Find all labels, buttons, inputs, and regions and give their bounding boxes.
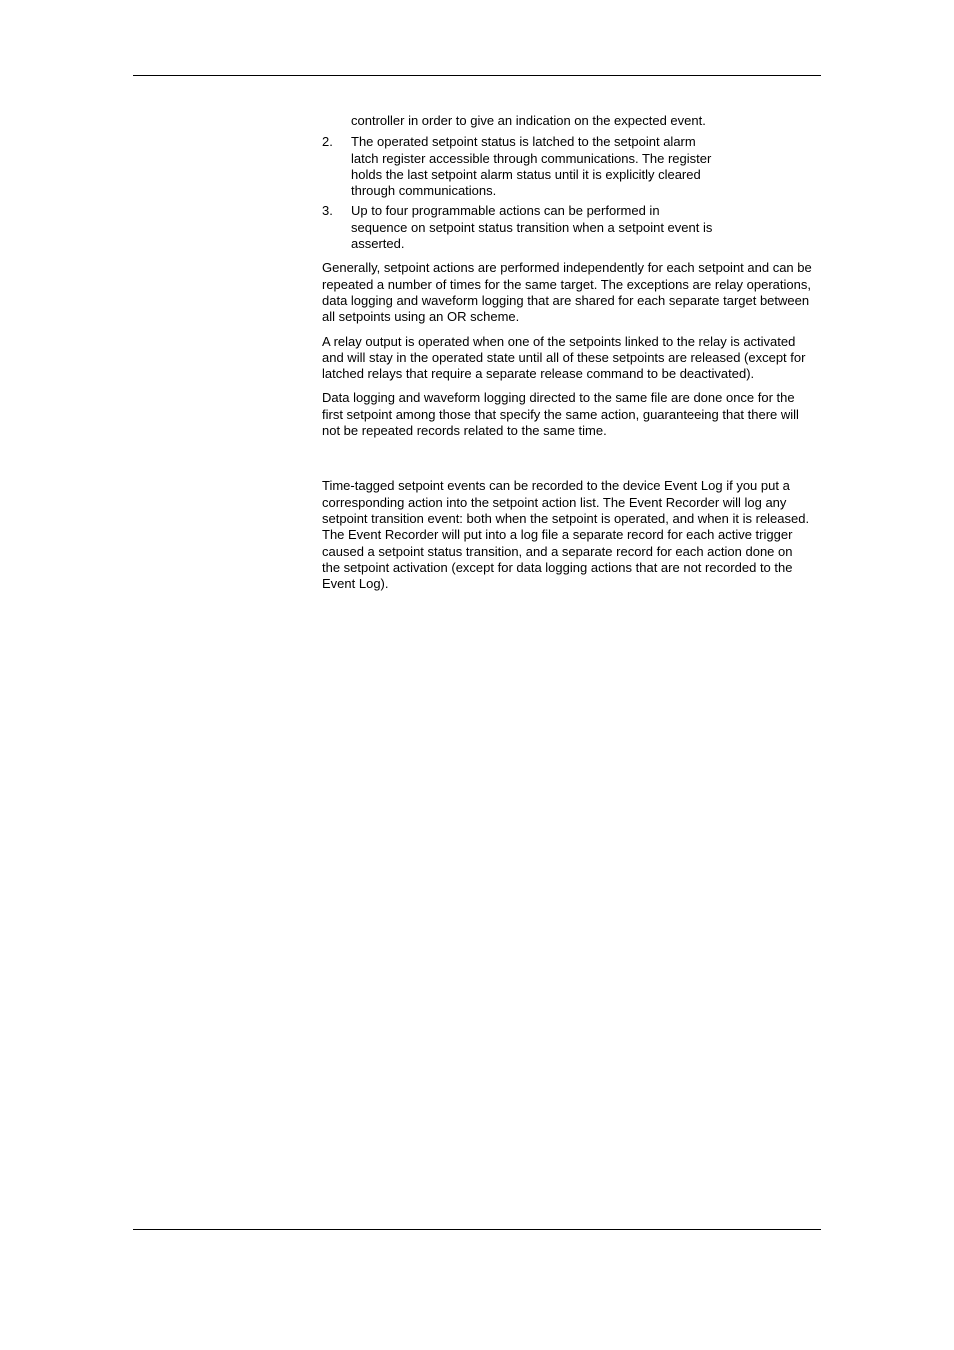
continued-list-text: controller in order to give an indication on the expected event.: [351, 113, 706, 128]
list-number: 2.: [322, 134, 333, 150]
header-rule: [133, 75, 821, 76]
paragraph-data-logging: Data logging and waveform logging directed to the same file are done once for the first setpoint among those that specify the same action, guaranteeing that there will not be repeated records related to the same time.: [322, 390, 799, 439]
document-body: [322, 113, 814, 592]
list-text: The operated setpoint status is latched to the setpoint alarm latch register accessible through communications. The register holds the last setpoint alarm status until it is explicitly cleared through communications.: [351, 134, 712, 199]
list-text: Up to four programmable actions can be performed in sequence on setpoint status transition when a setpoint event is asserted.: [351, 203, 713, 252]
paragraph-event-log: Time-tagged setpoint events can be recorded to the device Event Log if you put a corresponding action into the setpoint action list. The Event Recorder will log any setpoint transition event: both when the setpoint is operated, and when it is released. The Event Recorder will put into a log file a separate record for each active trigger caused a setpoint status transition, and a separate record for each action done on the setpoint activation (except for data logging actions that are not recorded to the Event Log).: [322, 478, 810, 592]
list-item: [322, 203, 814, 252]
footer-rule: [133, 1229, 821, 1230]
paragraph-setpoint-actions: Generally, setpoint actions are performed independently for each setpoint and can be repeated a number of times for the same target. The exceptions are relay operations, data logging and waveform logging that are shared for each separate target between all setpoints using an OR scheme.: [322, 260, 812, 325]
list-item: [322, 134, 814, 199]
paragraph-relay-output: A relay output is operated when one of the setpoints linked to the relay is activated and will stay in the operated state until all of these setpoints are released (except for latched relays that require a separate release command to be deactivated).: [322, 333, 806, 382]
list-number: 3.: [322, 203, 333, 219]
